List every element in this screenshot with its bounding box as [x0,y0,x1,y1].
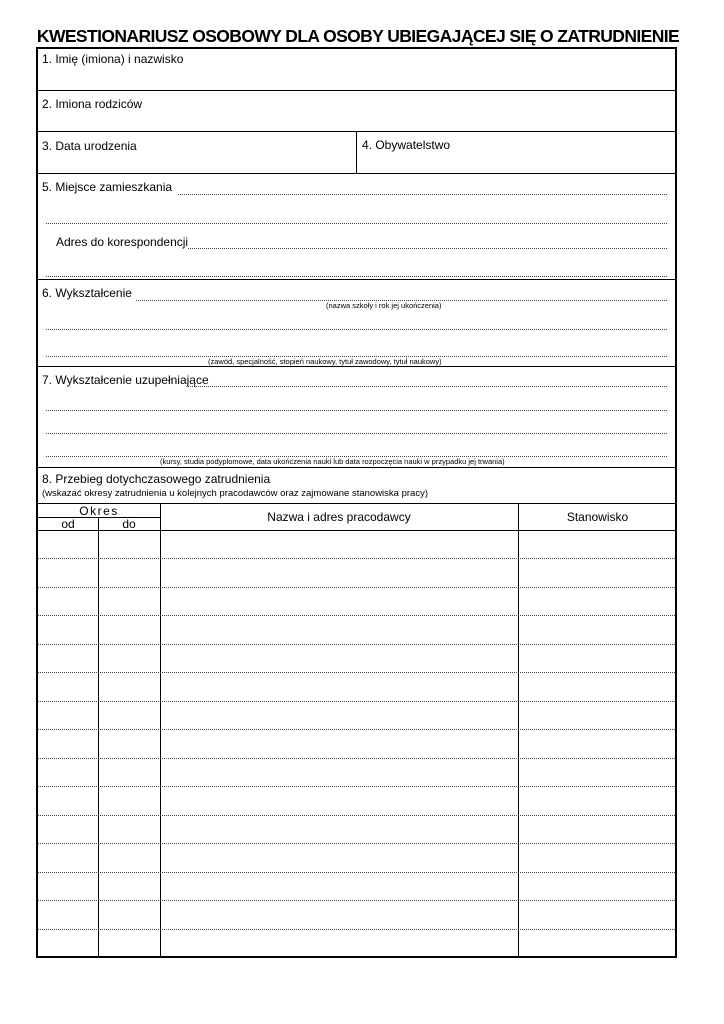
hint-courses: (kursy, studia podyplomowe, data ukończenia nauki lub data rozpoczęcia nauki w przypadku jej trwania) [160,457,505,466]
table-row[interactable] [38,559,675,588]
header-employer: Nazwa i adres pracodawcy [267,510,411,524]
field-label-parents: 2. Imiona rodziców [42,97,143,111]
divider [38,366,675,367]
fill-line[interactable] [46,276,667,277]
divider [356,131,357,173]
table-row[interactable] [38,530,675,559]
fill-line[interactable] [46,410,667,411]
questionnaire-form [36,47,677,958]
field-label-additional-education: 7. Wykształcenie uzupełniające [42,373,209,387]
table-row[interactable] [38,730,675,759]
header-position: Stanowisko [566,510,629,524]
divider [38,467,675,468]
header-from: od [61,517,75,531]
table-row[interactable] [38,787,675,816]
table-row[interactable] [38,844,675,873]
table-row[interactable] [38,758,675,787]
fill-line[interactable] [46,223,667,224]
table-row[interactable] [38,929,675,958]
table-row[interactable] [38,616,675,645]
fill-line[interactable] [46,433,667,434]
table-row[interactable] [38,872,675,901]
fill-line[interactable] [188,386,667,387]
field-label-employment-history: 8. Przebieg dotychczasowego zatrudnienia [42,472,271,486]
hint-employment: (wskazać okresy zatrudnienia u kolejnych pracodawców oraz zajmowane stanowiska pracy) [42,488,428,499]
field-label-name: 1. Imię (imiona) i nazwisko [42,52,184,66]
hint-school: (nazwa szkoły i rok jej ukończenia) [326,301,442,310]
field-label-residence: 5. Miejsce zamieszkania [42,180,173,194]
field-label-correspondence: Adres do korespondencji [56,235,189,249]
divider [38,173,675,174]
table-row[interactable] [38,673,675,702]
fill-line[interactable] [178,194,667,195]
table-row[interactable] [38,901,675,930]
table-row[interactable] [38,815,675,844]
table-row[interactable] [38,644,675,673]
field-label-birth-date: 3. Data urodzenia [42,139,137,153]
divider [38,279,675,280]
divider [38,90,675,91]
field-label-education: 6. Wykształcenie [42,286,132,300]
table-row[interactable] [38,701,675,730]
hint-profession: (zawód, specjalność, stopień naukowy, tytuł zawodowy, tytuł naukowy) [208,357,442,366]
header-period: Okres [79,504,119,518]
field-label-citizenship: 4. Obywatelstwo [362,138,451,152]
header-to: do [122,517,136,531]
form-title: KWESTIONARIUSZ OSOBOWY DLA OSOBY UBIEGAJĄCEJ SIĘ O ZATRUDNIENIE [36,26,680,46]
fill-line[interactable] [46,329,667,330]
table-row[interactable] [38,587,675,616]
fill-line[interactable] [188,248,667,249]
